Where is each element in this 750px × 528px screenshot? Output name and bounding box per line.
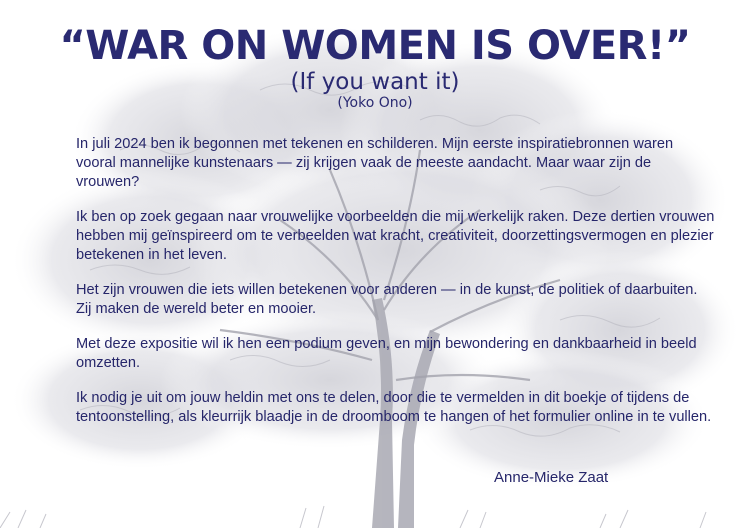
signature: Anne-Mieke Zaat: [494, 469, 609, 486]
body-text: [76, 135, 716, 443]
page-subtitle: (If you want it): [290, 69, 460, 95]
paragraph-1: In juli 2024 ben ik begonnen met tekenen en schilderen. Mijn eerste inspiratiebronnen waren vooral mannelijke kunstenaars — zij krijgen vaak de meeste aandacht. Maar waar zijn de vrouwen?: [76, 136, 674, 190]
paragraph-3: Het zijn vrouwen die iets willen betekenen voor anderen — in de kunst, de politiek of daarbuiten. Zij maken de wereld beter en mooier.: [76, 282, 698, 317]
paragraph-2: Ik ben op zoek gegaan naar vrouwelijke voorbeelden die mij werkelijk raken. Deze dertien vrouwen hebben mij geïnspireerd om te verbeelden wat kracht, creativiteit, doorzettingsvermogen en plezier betekenen in het leven.: [76, 209, 715, 263]
quote-attribution: (Yoko Ono): [337, 95, 413, 111]
paragraph-4: Met deze expositie wil ik hen een podium geven, en mijn bewondering en dankbaarheid in beeld omzetten.: [76, 336, 697, 371]
paragraph-5: Ik nodig je uit om jouw heldin met ons te delen, door die te vermelden in dit boekje of tijdens de tentoonstelling, als kleurrijk blaadje in de droomboom te hangen of het formulier online in te vullen.: [76, 390, 712, 425]
page-title: “WAR ON WOMEN IS OVER!”: [59, 23, 691, 69]
